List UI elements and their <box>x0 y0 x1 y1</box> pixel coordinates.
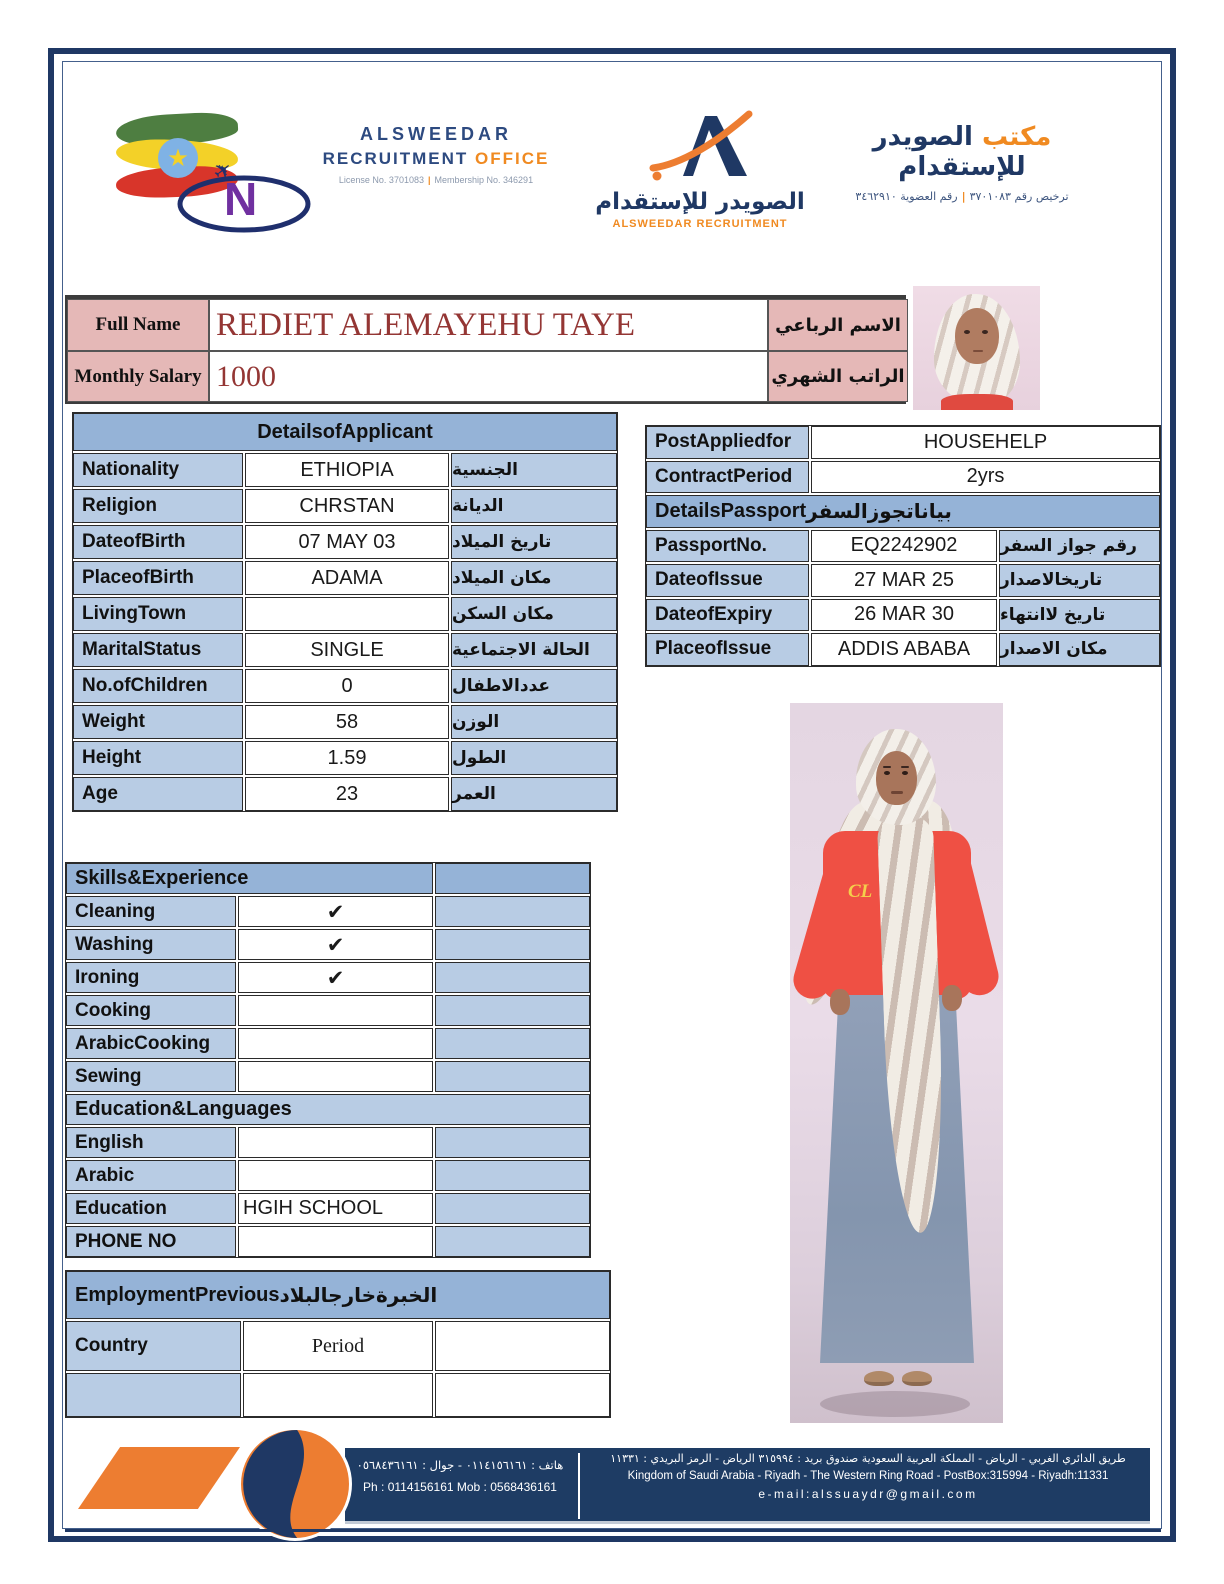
person-brow-right <box>901 766 909 768</box>
n-logo-letter: N <box>224 173 258 225</box>
headshot-face <box>955 308 999 364</box>
row-arabic: الطول <box>451 741 617 775</box>
a-logo-arabic-name: الصويدر للإستقدام <box>595 189 805 215</box>
license-number: License No. 3701083 <box>338 175 424 185</box>
skill-label: Ironing <box>66 962 236 993</box>
person-mouth <box>891 791 903 794</box>
row-value <box>245 597 449 631</box>
education-extra-cell <box>435 1160 590 1191</box>
skill-extra-cell <box>435 896 590 927</box>
row-label: Height <box>73 741 243 775</box>
skill-checkmark: ✔ <box>238 929 433 960</box>
salary-arabic: الراتب الشهري <box>768 351 908 402</box>
skills-header-blank <box>435 863 590 894</box>
education-extra-cell <box>435 1127 590 1158</box>
education-row-label: Education <box>66 1193 236 1224</box>
footer-bottom-line <box>65 1529 1161 1532</box>
education-row-value <box>238 1226 433 1257</box>
country-label: Country <box>66 1321 241 1371</box>
row-value: 23 <box>245 777 449 811</box>
row-label: DateofBirth <box>73 525 243 559</box>
phone-english: Ph : 0114156161 Mob : 0568436161 <box>363 1480 557 1494</box>
salary-label: Monthly Salary <box>67 351 209 402</box>
n-travel-logo <box>174 155 314 238</box>
full-name-arabic: الاسم الرباعي <box>768 299 908 351</box>
skill-label: Sewing <box>66 1061 236 1092</box>
row-arabic: الجنسية <box>451 453 617 487</box>
shirt-text: CL <box>848 881 873 902</box>
education-row-label: English <box>66 1127 236 1158</box>
skill-checkmark <box>238 995 433 1026</box>
row-label: PlaceofIssue <box>646 633 809 666</box>
email-address: e-mail:alssuaydr@gmail.com <box>758 1487 978 1501</box>
row-arabic: الوزن <box>451 705 617 739</box>
row-label: LivingTown <box>73 597 243 631</box>
row-label: Nationality <box>73 453 243 487</box>
skill-extra-cell <box>435 962 590 993</box>
row-arabic: تاريخ لاانتهاء <box>999 599 1160 632</box>
footer-divider <box>578 1453 580 1519</box>
row-value: 26 MAR 30 <box>811 599 997 632</box>
skills-experience-table <box>65 862 591 1258</box>
skill-checkmark: ✔ <box>238 962 433 993</box>
employment-empty-label <box>66 1373 241 1417</box>
address-english: Kingdom of Saudi Arabia - Riyadh - The Western Ring Road - PostBox:315994 - Riyadh:11331 <box>627 1470 1109 1482</box>
person-left-hand <box>830 989 850 1015</box>
education-row-value <box>238 1160 433 1191</box>
address-arabic: طريق الدائري الغربي - الرياض - المملكة العربية السعودية صندوق بريد : ٣١٥٩٩٤ الرياض - الرمز البريدي : ١١٣٣١ <box>610 1452 1126 1465</box>
row-arabic: مكان الميلاد <box>451 561 617 595</box>
contract-period-value: 2yrs <box>811 461 1160 494</box>
person-eye-right <box>902 771 908 775</box>
row-label: Religion <box>73 489 243 523</box>
skills-title: Skills&Experience <box>66 863 433 894</box>
employment-empty-extra <box>435 1373 610 1417</box>
education-row-value <box>238 1127 433 1158</box>
office-arabic-title: مكتب الصويدر للإستقدام <box>872 122 1052 182</box>
passport-details-table <box>645 425 1161 667</box>
phone-arabic: هاتف : ٠١١٤١٥٦١٦١ - جوال : ٠٥٦٨٤٣٦١٦١ <box>356 1458 564 1472</box>
office-name-line1: ALSWEEDAR <box>360 124 512 144</box>
education-languages-title: Education&Languages <box>66 1094 590 1125</box>
skill-extra-cell <box>435 1061 590 1092</box>
skill-label: Cooking <box>66 995 236 1026</box>
alsweedar-a-logo <box>594 110 806 230</box>
skill-checkmark: ✔ <box>238 896 433 927</box>
airplane-icon: ✈ <box>207 155 238 187</box>
details-of-applicant-table <box>72 412 618 812</box>
post-applied-value: HOUSEHELP <box>811 426 1160 459</box>
row-label: Weight <box>73 705 243 739</box>
full-name-label: Full Name <box>67 299 209 351</box>
person-brow-left <box>883 766 891 768</box>
row-label: PlaceofBirth <box>73 561 243 595</box>
row-value: EQ2242902 <box>811 530 997 563</box>
arabic-license-line: ترخيص رقم ٣٧٠١٠٨٣|رقم العضوية ٣٤٦٢٩١٠ <box>855 190 1069 203</box>
row-value: ADAMA <box>245 561 449 595</box>
skill-label: ArabicCooking <box>66 1028 236 1059</box>
row-value: 1.59 <box>245 741 449 775</box>
headshot-mouth <box>973 350 983 352</box>
employment-extra-cell <box>435 1321 610 1371</box>
row-arabic: مكان الاصدار <box>999 633 1160 666</box>
photo-floor-shadow <box>820 1391 970 1417</box>
row-arabic: مكان السكن <box>451 597 617 631</box>
row-label: MaritalStatus <box>73 633 243 667</box>
footer-swirl-logo <box>238 1427 352 1541</box>
divider: | <box>427 175 431 185</box>
a-logo-mark <box>645 110 755 182</box>
row-label: PassportNo. <box>646 530 809 563</box>
skill-checkmark <box>238 1028 433 1059</box>
row-value: SINGLE <box>245 633 449 667</box>
row-arabic: تاريخ الميلاد <box>451 525 617 559</box>
employment-empty-value <box>243 1373 433 1417</box>
applicant-full-body-photo <box>790 703 1003 1423</box>
applicant-table-title: DetailsofApplicant <box>73 413 617 451</box>
row-value: 27 MAR 25 <box>811 564 997 597</box>
row-arabic: تاريخالاصدار <box>999 564 1160 597</box>
membership-number: Membership No. 346291 <box>434 175 534 185</box>
person-right-hand <box>942 985 962 1011</box>
full-name-value: REDIET ALEMAYEHU TAYE <box>209 299 768 351</box>
row-value: CHRSTAN <box>245 489 449 523</box>
applicant-headshot-photo <box>913 286 1040 410</box>
row-value: 07 MAY 03 <box>245 525 449 559</box>
person-right-foot <box>902 1371 932 1386</box>
swirl-logo-graphic <box>241 1430 349 1538</box>
row-label: DateofIssue <box>646 564 809 597</box>
skill-label: Washing <box>66 929 236 960</box>
orange-dot <box>653 172 662 181</box>
education-row-value: HGIH SCHOOL <box>238 1193 433 1224</box>
license-membership-line <box>298 175 574 185</box>
skill-extra-cell <box>435 1028 590 1059</box>
post-applied-label: PostAppliedfor <box>646 426 809 459</box>
skill-label: Cleaning <box>66 896 236 927</box>
person-left-foot <box>864 1371 894 1386</box>
headshot-eye-right <box>982 330 988 334</box>
previous-employment-table <box>65 1270 611 1418</box>
period-value: Period <box>243 1321 433 1371</box>
row-arabic: رقم جواز السفر <box>999 530 1160 563</box>
skill-extra-cell <box>435 995 590 1026</box>
row-label: No.ofChildren <box>73 669 243 703</box>
row-label: Age <box>73 777 243 811</box>
row-arabic: العمر <box>451 777 617 811</box>
row-label: DateofExpiry <box>646 599 809 632</box>
star-icon: ★ <box>167 144 189 172</box>
row-value: 0 <box>245 669 449 703</box>
skill-extra-cell <box>435 929 590 960</box>
contract-period-label: ContractPeriod <box>646 461 809 494</box>
employment-title: EmploymentPrevious الخبرةخارجالبلاد <box>66 1271 610 1319</box>
divider: | <box>961 190 966 203</box>
row-value: 58 <box>245 705 449 739</box>
headshot-eye-left <box>964 330 970 334</box>
footer-address-block <box>590 1452 1146 1501</box>
row-arabic: عددالاطفال <box>451 669 617 703</box>
row-value: ADDIS ABABA <box>811 633 997 666</box>
person-face <box>876 751 917 805</box>
person-eye-left <box>884 771 890 775</box>
headshot-red-top <box>941 394 1013 410</box>
skill-checkmark <box>238 1061 433 1092</box>
row-arabic: الديانة <box>451 489 617 523</box>
row-value: ETHIOPIA <box>245 453 449 487</box>
education-row-label: PHONE NO <box>66 1226 236 1257</box>
row-arabic: الحالة الاجتماعية <box>451 633 617 667</box>
office-name-arabic <box>808 122 1116 203</box>
identity-table <box>65 295 906 404</box>
education-extra-cell <box>435 1193 590 1224</box>
office-name-english <box>298 124 574 185</box>
footer-phone-block <box>353 1458 567 1494</box>
salary-value: 1000 <box>209 351 768 402</box>
education-extra-cell <box>435 1226 590 1257</box>
a-logo-english-name: ALSWEEDAR RECRUITMENT <box>612 218 788 230</box>
office-name-line2: RECRUITMENT OFFICE <box>322 149 550 168</box>
passport-details-title: DetailsPassport بياناتجوزالسفر <box>646 495 1160 528</box>
education-row-label: Arabic <box>66 1160 236 1191</box>
